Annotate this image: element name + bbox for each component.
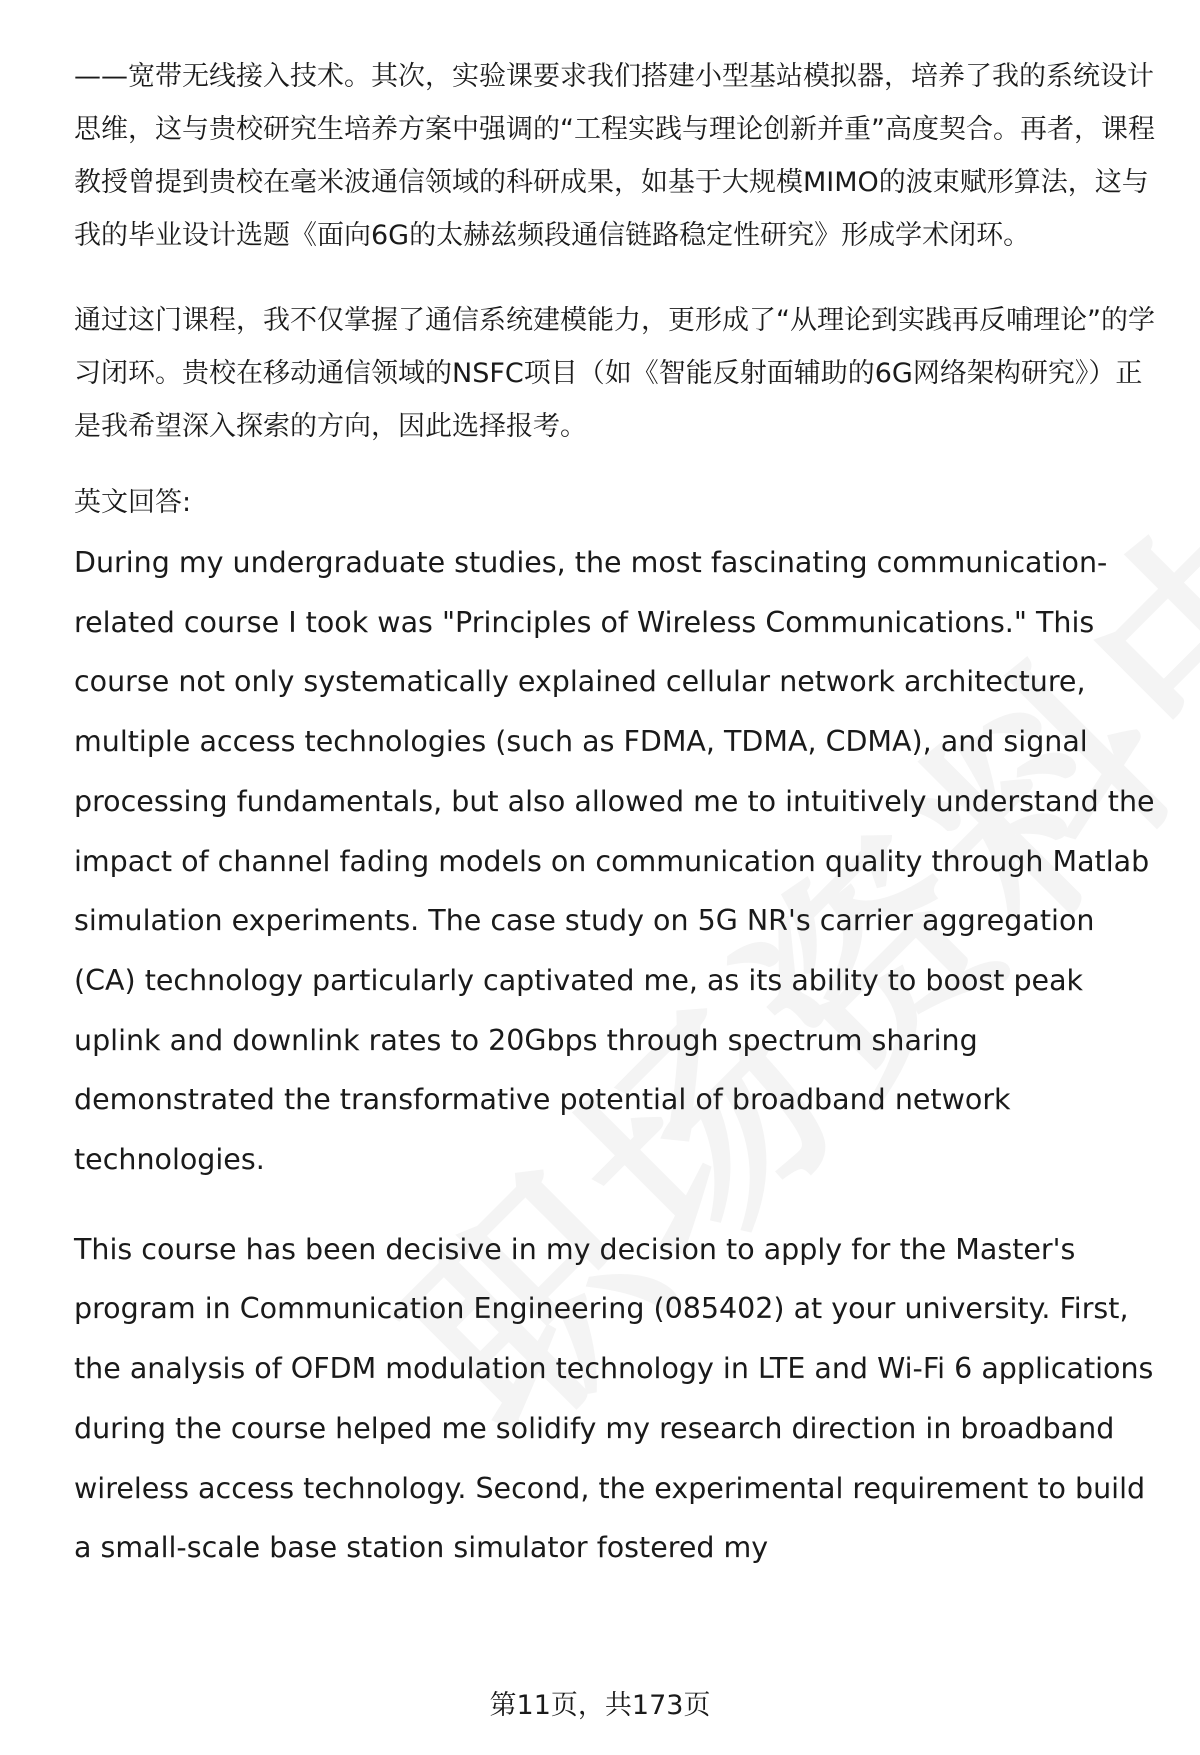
paragraph-en-1: During my undergraduate studies, the most fascinating communication-related course I took was "Principles of Wireless Communications." This course not only systematically explained cellular network architecture, multiple access technologies (such as FDMA, TDMA, CDMA), and signal processing fundamentals, but also allowed me to intuitively understand the impact of channel fading models on communication quality through Matlab simulation experiments. The case study on 5G NR's carrier aggregation (CA) technology particularly captivated me, as its ability to boost peak uplink and downlink rates to 20Gbps through spectrum sharing demonstrated the transformative potential of broadband network technologies. — [74, 546, 1155, 1177]
paragraph-cn-2: 通过这门课程，我不仅掌握了通信系统建模能力，更形成了“从理论到实践再反哺理论”的学习闭环。贵校在移动通信领域的NSFC项目（如《智能反射面辅助的6G网络架构研究》）正是我希望深入探索的方向，因此选择报考。 — [74, 305, 1155, 442]
english-answer-label: 英文回答: — [74, 487, 192, 518]
paragraph-en-2: This course has been decisive in my decision to apply for the Master's program in Communication Engineering (085402) at your university. First, the analysis of OFDM modulation technology in LTE and Wi-Fi 6 applications during the course helped me solidify my research direction in broadband wireless access technology. Second, the experimental requirement to build a small-scale base station simulator fostered my — [74, 1232, 1154, 1565]
paragraph-cn-1: ——宽带无线接入技术。其次，实验课要求我们搭建小型基站模拟器，培养了我的系统设计思维，这与贵校研究生培养方案中强调的“工程实践与理论创新并重”高度契合。再者，课程教授曾提到贵校在毫米波通信领域的科研成果，如基于大规模MIMO的波束赋形算法，这与我的毕业设计选题《面向6G的太赫兹频段通信链路稳定性研究》形成学术闭环。 — [74, 61, 1155, 251]
page-indicator: 第11页，共173页 — [489, 1690, 711, 1721]
document-body — [74, 50, 1164, 1578]
